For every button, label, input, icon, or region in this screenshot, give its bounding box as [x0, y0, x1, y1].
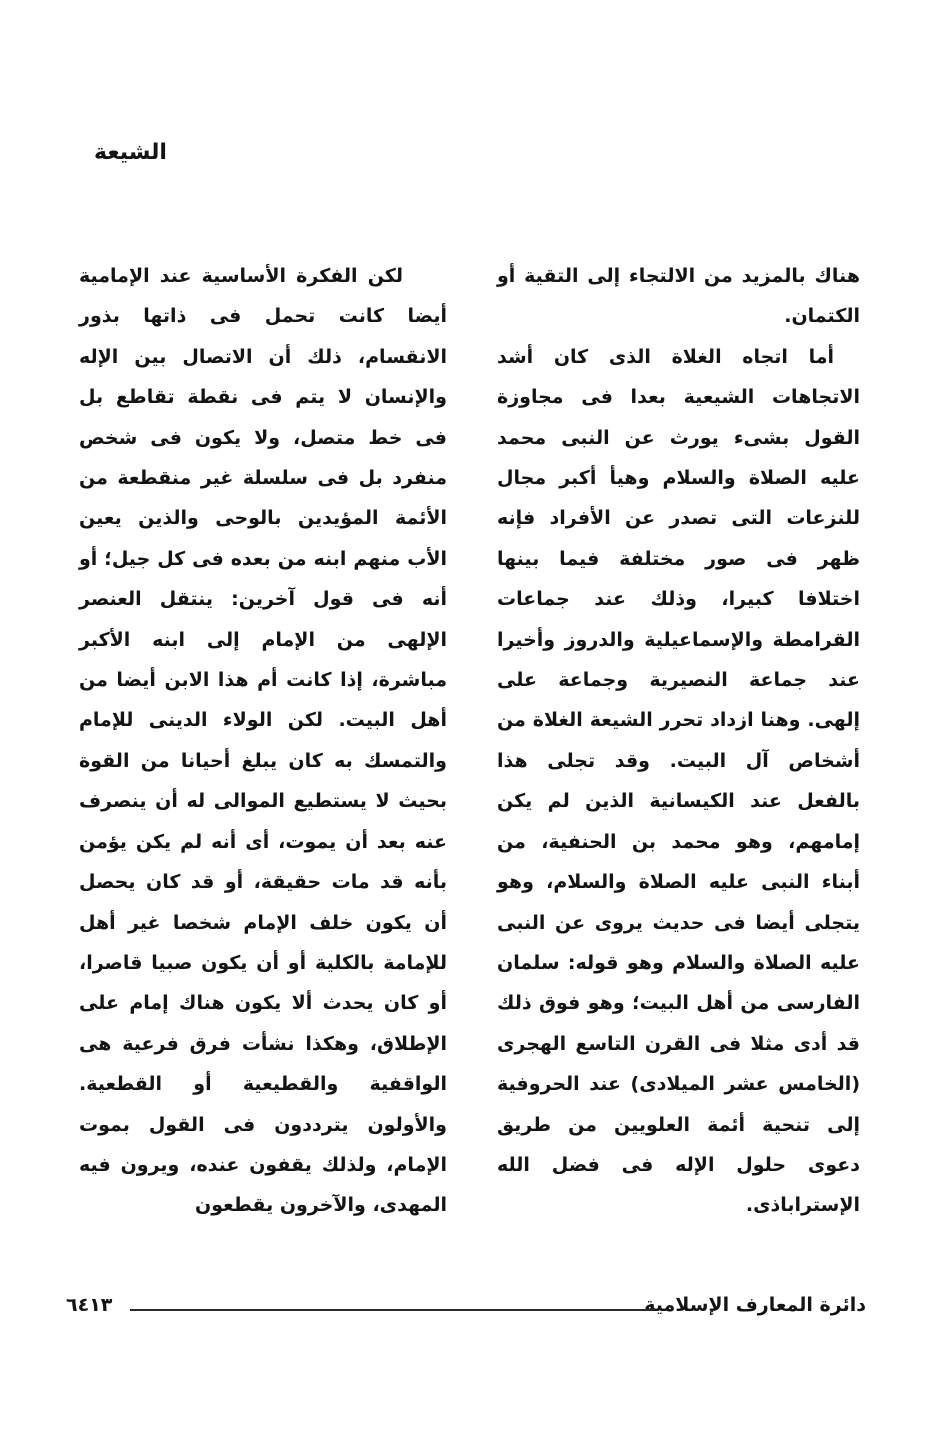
footer-journal-name: دائرة المعارف الإسلامية [644, 1294, 866, 1316]
page-footer [60, 1294, 866, 1324]
paragraph: أما اتجاه الغلاة الذى كان أشد الاتجاهات الشيعية بعدا فى مجاوزة القول بشىء يورث عن النبى محمد عليه الصلاة والسلام وهيأ أكبر مجال للنزعات التى تصدر عن الأفراد فإنه ظهر فى صور مختلفة فيما بينها اختلافا كبيرا، وذلك عند جماعات القرامطة والإسماعيلية والدروز وأخيرا عند جماعة النصيرية وجماعة على إلهى. وهنا ازداد تحرر الشيعة الغلاة من أشخاص آل البيت. وقد تجلى هذا بالفعل عند الكيسانية الذين لم يكن إمامهم، وهو محمد بن الحنفية، من أبناء النبى عليه الصلاة والسلام، وهو يتجلى أيضا فى حديث يروى عن النبى عليه الصلاة والسلام وهو قوله: سلمان الفارسى من أهل البيت؛ وهو فوق ذلك قد أدى مثلا فى القرن التاسع الهجرى (الخامس عشر الميلادى) عند الحروفية إلى تنحية أئمة العلويين من طريق دعوى حلول الإله فى فضل الله الإستراباذى. [497, 345, 860, 1217]
paragraph: هناك بالمزيد من الالتجاء إلى التقية أو الكتمان. [497, 265, 860, 328]
footer-divider [130, 1309, 654, 1311]
running-header-title: الشيعة [94, 140, 167, 165]
text-column-right [497, 256, 860, 1226]
paragraph: لكن الفكرة الأساسية عند الإمامية أيضا كانت تحمل فى ذاتها بذور الانقسام، ذلك أن الاتصال بين الإله والإنسان لا يتم فى نقطة تقاطع بل فى خط متصل، ولا يكون فى شخص منفرد بل فى سلسلة غير منقطعة من الأئمة المؤيدين بالوحى والذين يعين الأب منهم ابنه من بعده فى كل جيل؛ أو أنه فى قول آخرين: ينتقل العنصر الإلهى من الإمام إلى ابنه الأكبر مباشرة، إذا كانت أم هذا الابن أيضا من أهل البيت. لكن الولاء الدينى للإمام والتمسك به كان يبلغ أحيانا من القوة بحيث لا يستطيع الموالى له أن ينصرف عنه بعد أن يموت، أى أنه لم يكن يؤمن بأنه قد مات حقيقة، أو قد كان يحصل أن يكون خلف الإمام شخصا غير أهل للإمامة بالكلية أو أن يكون صبيا قاصرا، أو كان يحدث ألا يكون هناك إمام على الإطلاق، وهكذا نشأت فرق فرعية هى الواقفية والقطيعية أو القطعية. والأولون يترددون فى القول بموت الإمام، ولذلك يقفون عنده، ويرون فيه المهدى، والآخرون يقطعون [79, 265, 447, 1217]
page-number: ٦٤١٣ [66, 1294, 113, 1316]
text-column-left [79, 256, 447, 1226]
